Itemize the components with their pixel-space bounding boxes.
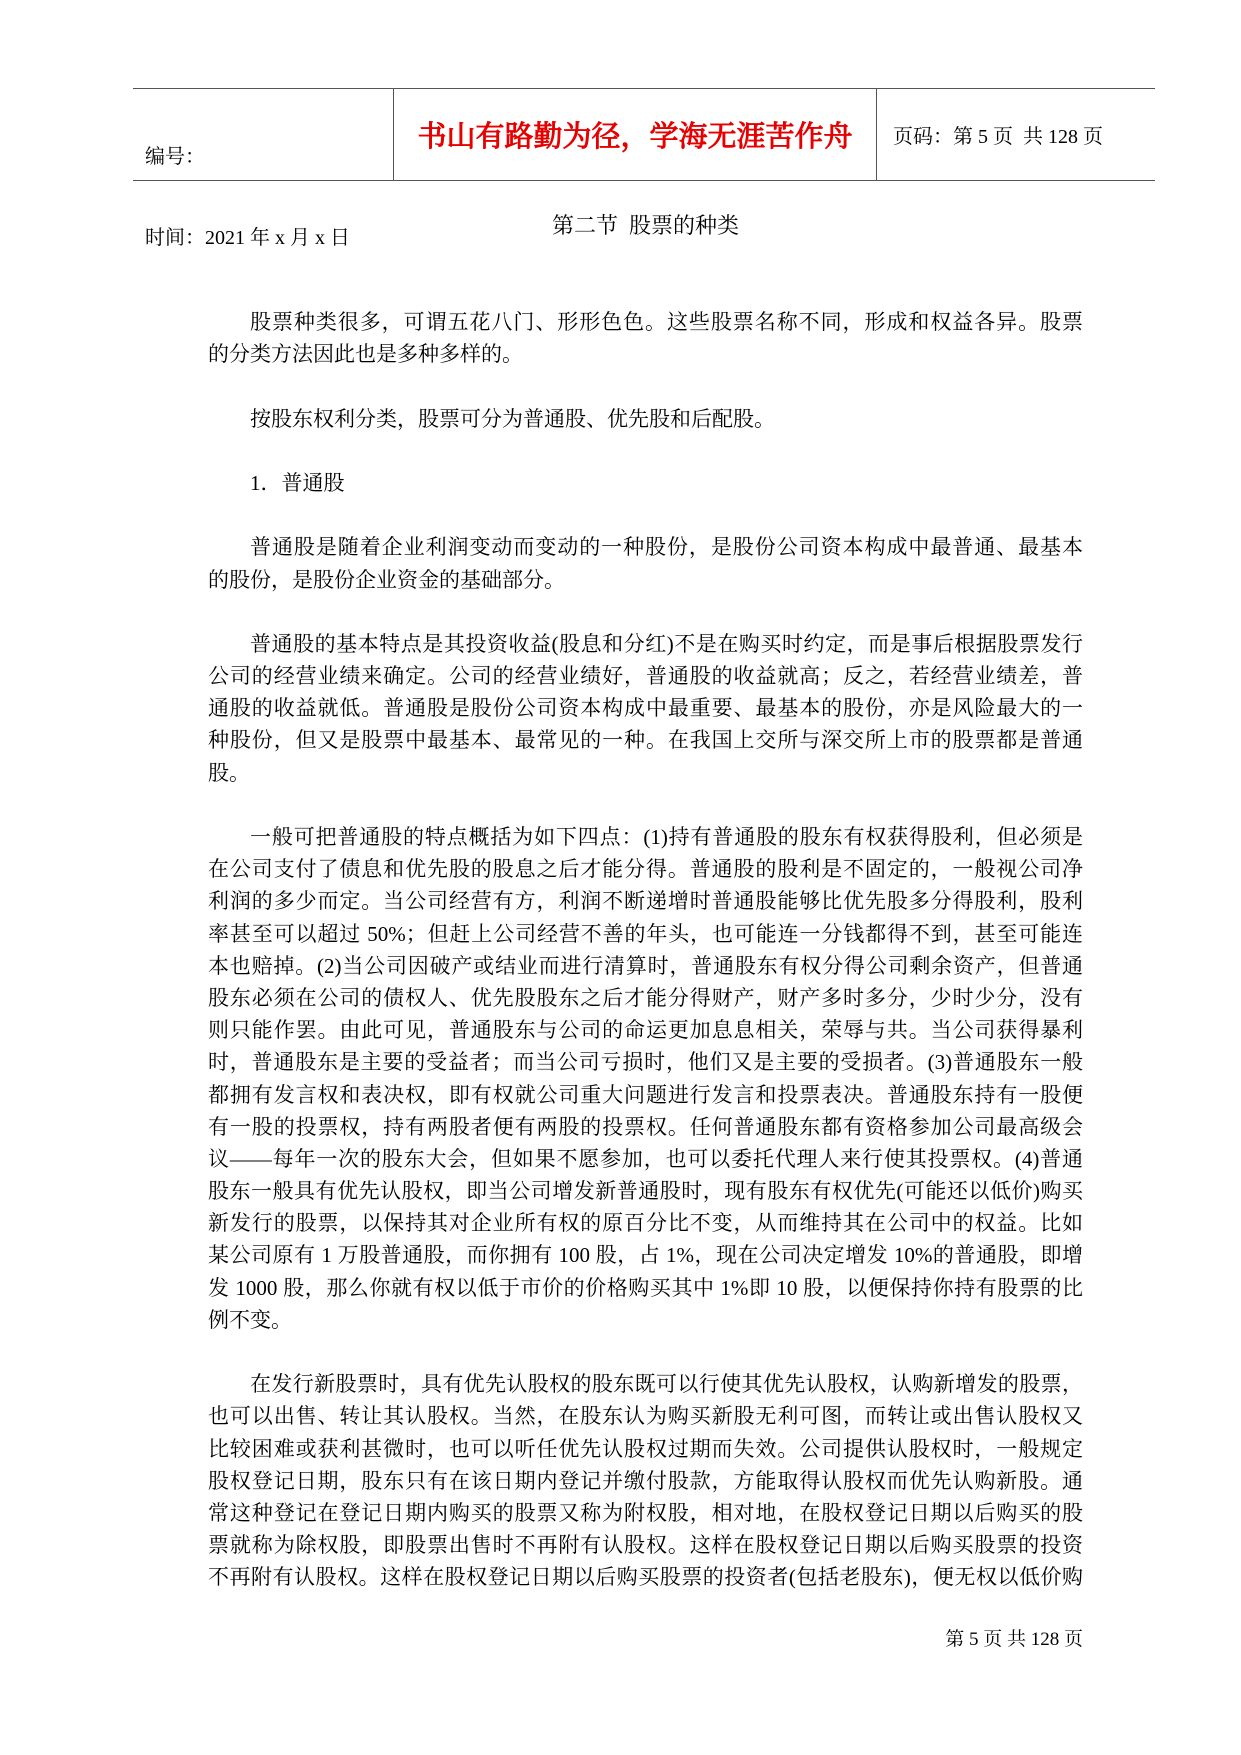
paragraph-line: 也可以出售、转让其认股权。当然，在股东认为购买新股无利可图，而转让或出售认股权又 [208, 1404, 1083, 1429]
header-meta-cell [133, 89, 393, 249]
paragraph-line: 时，普通股东是主要的受益者；而当公司亏损时，他们又是主要的受损者。(3)普通股东一般 [208, 1050, 1083, 1075]
motto: 书山有路勤为径，学海无涯苦作舟 [417, 121, 853, 153]
time-label: 时间：2021 年 x 月 x 日 [145, 227, 350, 249]
paragraph-line: 的股份，是股份企业资金的基础部分。 [208, 567, 565, 592]
paragraph-line: 普通股是随着企业利润变动而变动的一种股份，是股份公司资本构成中最普通、最基本 [250, 535, 1083, 560]
paragraph-line: 例不变。 [208, 1307, 292, 1332]
paragraph-line: 股权登记日期，股东只有在该日期内登记并缴付股款，方能取得认股权而优先认购新股。通 [208, 1468, 1083, 1493]
section-title: 第二节 股票的种类 [551, 213, 739, 238]
paragraph-line: 普通股的基本特点是其投资收益(股息和分红)不是在购买时约定，而是事后根据股票发行 [250, 631, 1083, 656]
paragraph-line: 股票种类很多，可谓五花八门、形形色色。这些股票名称不同，形成和权益各异。股票 [250, 310, 1083, 334]
paragraph-line: 一般可把普通股的特点概括为如下四点：(1)持有普通股的股东有权获得股利，但必须是 [250, 825, 1083, 849]
paragraph-line: 率甚至可以超过 50%；但赶上公司经营不善的年头，也可能连一分钱都得不到，甚至可能连 [208, 921, 1083, 946]
paragraph-line: 按股东权利分类，股票可分为普通股、优先股和后配股。 [250, 406, 775, 431]
paragraph-line: 比较困难或获利甚微时，也可以听任优先认股权过期而失效。公司提供认股权时，一般规定 [208, 1436, 1083, 1461]
paragraph-line: 利润的多少而定。当公司经营有方，利润不断递增时普通股能够比优先股多分得股利，股利 [208, 889, 1083, 914]
paragraph-line: 则只能作罢。由此可见，普通股东与公司的命运更加息息相关，荣辱与共。当公司获得暴利 [208, 1018, 1083, 1043]
paragraph-heading [208, 467, 1083, 499]
paragraph-line: 议——每年一次的股东大会，但如果不愿参加，也可以委托代理人来行使其投票权。(4)普通 [208, 1146, 1083, 1171]
paragraph-line: 公司的经营业绩来确定。公司的经营业绩好，普通股的收益就高；反之，若经营业绩差，普 [208, 664, 1083, 689]
paragraph-line: 不再附有认股权。这样在股权登记日期以后购买股票的投资者(包括老股东)，便无权以低价购 [208, 1565, 1083, 1590]
paragraph [208, 628, 1083, 789]
paragraph-line: 的分类方法因此也是多种多样的。 [208, 342, 523, 367]
paragraph-line: 股东必须在公司的债权人、优先股股东之后才能分得财产，财产多时多分，少时少分，没有 [208, 985, 1083, 1010]
paragraph-line: 有一股的投票权，持有两股者便有两股的投票权。任何普通股东都有资格参加公司最高级会 [208, 1114, 1083, 1139]
serial-number-label: 编号： [145, 146, 205, 168]
paragraph-line: 本也赔掉。(2)当公司因破产或结业而进行清算时，普通股东有权分得公司剩余资产，但普通 [208, 953, 1083, 978]
paragraph [208, 1368, 1083, 1593]
paragraph [208, 403, 1083, 435]
paragraph-line: 常这种登记在登记日期内购买的股票又称为附权股，相对地，在股权登记日期以后购买的股 [208, 1500, 1083, 1525]
header-motto-cell [393, 89, 877, 180]
page-info: 页码：第 5 页 共 128 页 [893, 126, 1103, 148]
header-page-cell [877, 89, 1155, 180]
paragraph-line: 种股份，但又是股票中最基本、最常见的一种。在我国上交所与深交所上市的股票都是普通 [208, 728, 1083, 753]
paragraph-line: 在公司支付了债息和优先股的股息之后才能分得。普通股的股利是不固定的，一般视公司净 [208, 857, 1083, 882]
paragraph-line: 通股的收益就低。普通股是股份公司资本构成中最重要、最基本的股份，亦是风险最大的一 [208, 696, 1083, 721]
paragraph-line: 发 1000 股，那么你就有权以低于市价的价格购买其中 1%即 10 股，以便保持你持有股票的比 [208, 1275, 1083, 1300]
paragraph-line: 都拥有发言权和表决权，即有权就公司重大问题进行发言和投票表决。普通股东持有一股便 [208, 1082, 1083, 1107]
paragraph [208, 821, 1083, 1336]
footer-page-number: 第 5 页 共 128 页 [945, 1629, 1083, 1650]
paragraph-line: 某公司原有 1 万股普通股，而你拥有 100 股，占 1%，现在公司决定增发 10%的普通股，即增 [208, 1243, 1083, 1268]
paragraph-line: 新发行的股票，以保持其对企业所有权的原百分比不变，从而维持其在公司中的权益。比如 [208, 1211, 1083, 1236]
body-text [208, 306, 1083, 1626]
paragraph-line: 在发行新股票时，具有优先认股权的股东既可以行使其优先认股权，认购新增发的股票， [250, 1372, 1083, 1397]
paragraph-line: 1．普通股 [250, 470, 345, 495]
paragraph-line: 票就称为除权股，即股票出售时不再附有认股权。这样在股权登记日期以后购买股票的投资 [208, 1533, 1083, 1558]
paragraph-line: 股东一般具有优先认股权，即当公司增发新普通股时，现有股东有权优先(可能还以低价)购买 [208, 1179, 1083, 1204]
paragraph [208, 306, 1083, 370]
paragraph [208, 531, 1083, 595]
paragraph-line: 股。 [208, 760, 250, 785]
